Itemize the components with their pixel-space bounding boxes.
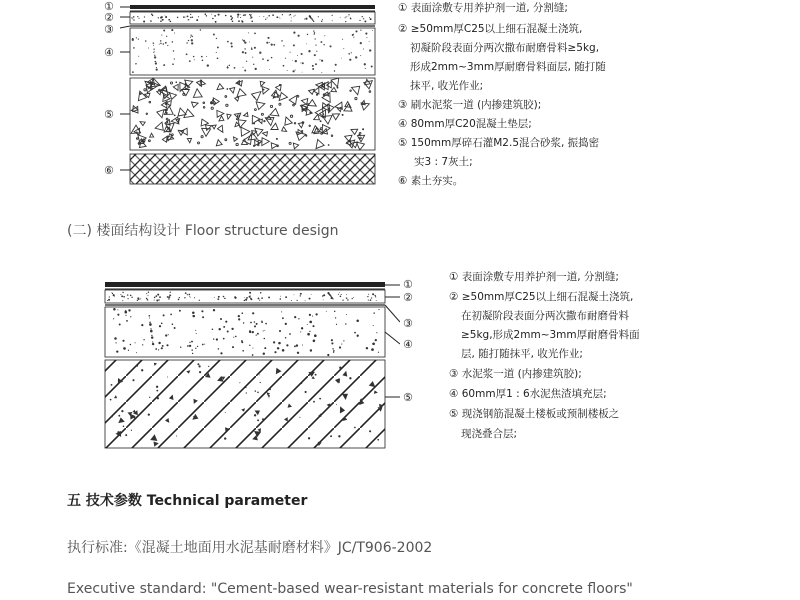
executive-standard-en: Executive standard: "Cement-based wear-resistant materials for concrete floors" bbox=[67, 581, 633, 597]
leader-3 bbox=[120, 26, 130, 28]
ground-note-line: ⑤ 150mm厚碎石灌M2.5混合砂浆, 振捣密 bbox=[398, 137, 600, 149]
floor-layer-1-coating bbox=[105, 282, 385, 287]
floor-structure-diagram bbox=[100, 272, 400, 457]
ground-note-line: ⑥ 素土夯实。 bbox=[398, 175, 464, 187]
floor-note-line: 在初凝阶段表面分两次撒布耐磨骨料 bbox=[461, 310, 629, 322]
floor-label-5: ⑤ bbox=[403, 391, 413, 404]
ground-note-line: 形成2mm~3mm厚耐磨骨料面层, 随打随 bbox=[410, 61, 606, 73]
layer-2-wear-surface bbox=[130, 12, 375, 24]
ground-label-5: ⑤ bbox=[104, 108, 114, 121]
floor-note-line: ≥5kg,形成2mm~3mm厚耐磨骨料面 bbox=[461, 329, 640, 341]
ground-label-6: ⑥ bbox=[104, 164, 114, 177]
floor-note-line: 层, 随打随抹平, 收光作业; bbox=[461, 348, 583, 360]
ground-label-4: ④ bbox=[104, 46, 114, 59]
ground-label-2: ② bbox=[104, 11, 114, 24]
ground-label-3: ③ bbox=[104, 23, 114, 36]
floor-note-line: ④ 60mm厚1 : 6水泥焦渣填充层; bbox=[449, 388, 607, 400]
floor-note-line: ⑤ 现浇钢筋混凝土楼板或预制楼板之 bbox=[449, 408, 620, 420]
layer-4-concrete-base bbox=[130, 28, 375, 75]
ground-note-line: ③ 刷水泥浆一道 (内掺建筑胶); bbox=[398, 99, 542, 111]
floor-label-4: ④ bbox=[403, 338, 413, 351]
ground-note-line: 初凝阶段表面分两次撒布耐磨骨料≥5kg, bbox=[410, 42, 600, 54]
floor-note-line: ③ 水泥浆一道 (内掺建筑胶); bbox=[449, 368, 582, 380]
floor-layer-4-cinder-fill bbox=[105, 307, 385, 357]
floor-note-line: ① 表面涂敷专用养护剂一道, 分割缝; bbox=[449, 271, 619, 283]
floor-structure-caption: (二) 楼面结构设计 Floor structure design bbox=[67, 223, 339, 239]
floor-label-1: ① bbox=[403, 278, 413, 291]
floor-layer-5-slab bbox=[105, 360, 385, 448]
ground-note-line: 实3 : 7灰土; bbox=[414, 156, 473, 168]
floor-label-3: ③ bbox=[403, 317, 413, 330]
floor-label-2: ② bbox=[403, 291, 413, 304]
ground-label-1: ① bbox=[104, 0, 114, 13]
ground-note-line: ① 表面涂敷专用养护剂一道, 分割缝; bbox=[398, 2, 568, 14]
floor-note-line: ② ≥50mm厚C25以上细石混凝土浇筑, bbox=[449, 291, 634, 303]
ground-structure-diagram bbox=[100, 0, 390, 190]
layer-1-coating bbox=[130, 5, 375, 9]
ground-note-line: ④ 80mm厚C20混凝土垫层; bbox=[398, 118, 532, 130]
ground-note-line: ② ≥50mm厚C25以上细石混凝土浇筑, bbox=[398, 23, 583, 35]
floor-layer-2-wear-surface bbox=[105, 290, 385, 303]
floor-note-line: 现浇叠合层; bbox=[461, 428, 518, 440]
ground-note-line: 抹平, 收光作业; bbox=[410, 80, 484, 92]
technical-parameter-heading: 五 技术参数 Technical parameter bbox=[67, 493, 308, 509]
executive-standard-cn: 执行标准:《混凝土地面用水泥基耐磨材料》JC/T906-2002 bbox=[67, 540, 433, 556]
